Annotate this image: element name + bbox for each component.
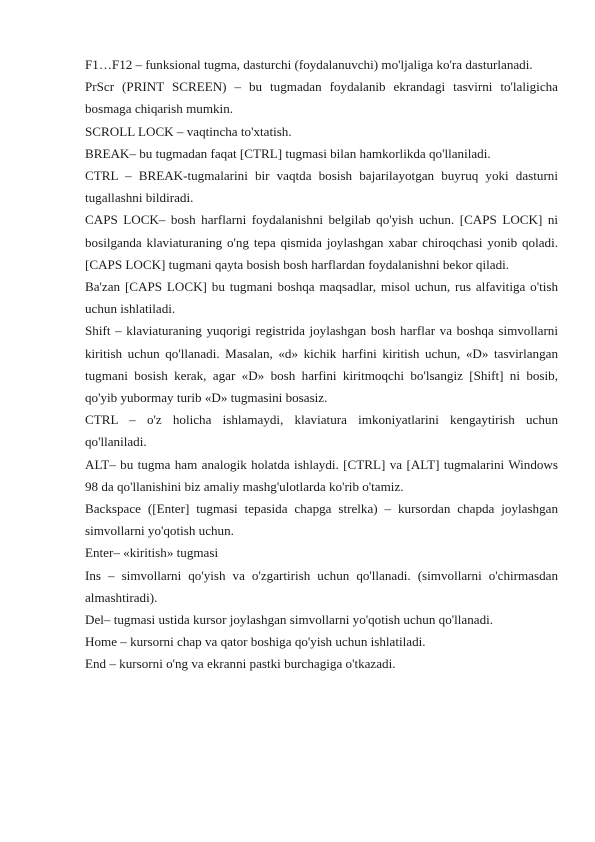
- paragraph-scroll-lock: SCROLL LOCK – vaqtincha to'xtatish.: [85, 123, 292, 139]
- paragraph-del: Del– tugmasi ustida kursor joylashgan simvollarni yo'qotish uchun qo'llanadi.: [85, 612, 494, 628]
- paragraph-end: End – kursorni o'ng va ekranni pastki burchagiga o'tkazadi.: [85, 656, 396, 672]
- paragraph-home: Home – kursorni chap va qator boshiga qo'yish uchun ishlatiladi.: [85, 634, 426, 650]
- paragraph-ctrl-break: CTRL – BREAK-tugmalarini bir vaqtda bosish bajarilayotgan buyruq yoki dasturni tugallashni bildiradi.: [85, 168, 558, 206]
- paragraph-enter: Enter– «kiritish» tugmasi: [85, 545, 219, 561]
- paragraph-caps-lock-other: Ba'zan [CAPS LOCK] bu tugmani boshqa maqsadlar, misol uchun, rus alfavitiga o'tish uchun ishlatiladi.: [85, 279, 558, 317]
- paragraph-shift: Shift – klaviaturaning yuqorigi registrida joylashgan bosh harflar va boshqa simvollarni kiritish uchun qo'llanadi. Masalan, «d» kichik harfini kiritish uchun, «D» tasvirlangan tugmani bosish kerak, agar «D» bosh harfini kiritmoqchi bo'lsangiz [Shift] ni bosib, qo'yib yubormay turib «D» tugmasini bosasiz.: [85, 323, 558, 406]
- paragraph-break: BREAK– bu tugmadan faqat [CTRL] tugmasi bilan hamkorlikda qo'llaniladi.: [85, 145, 491, 161]
- paragraph-f1-f12: F1…F12 – funksional tugma, dasturchi (foydalanuvchi) mo'ljaliga ko'ra dasturlanadi.: [85, 57, 533, 72]
- paragraph-prscr: PrScr (PRINT SCREEN) – bu tugmadan foydalanib ekrandagi tasvirni to'laligicha bosmaga chiqarish mumkin.: [85, 79, 558, 117]
- paragraph-alt: ALT– bu tugma ham analogik holatda ishlaydi. [CTRL] va [ALT] tugmalarini Windows 98 da qo'llanishini biz amaliy mashg'ulotlarda ko'rib o'tamiz.: [85, 456, 558, 494]
- paragraph-ctrl: CTRL – o'z holicha ishlamaydi, klaviatura imkoniyatlarini kengaytirish uchun qo'llaniladi.: [85, 412, 558, 450]
- document-page: [85, 54, 558, 676]
- paragraph-ins: Ins – simvollarni qo'yish va o'zgartirish uchun qo'llanadi. (simvollarni o'chirmasdan almashtiradi).: [85, 567, 558, 605]
- paragraph-backspace: Backspace ([Enter] tugmasi tepasida chapga strelka) – kursordan chapda joylashgan simvollarni yo'qotish uchun.: [85, 501, 558, 539]
- paragraph-caps-lock: CAPS LOCK– bosh harflarni foydalanishni belgilab qo'yish uchun. [CAPS LOCK] ni bosilganda klaviaturaning o'ng tepa qismida joylashgan xabar chiroqchasi yonib qoladi. [CAPS LOCK] tugmani qayta bosish bosh harflardan foydalanishni bekor qiladi.: [85, 212, 558, 272]
